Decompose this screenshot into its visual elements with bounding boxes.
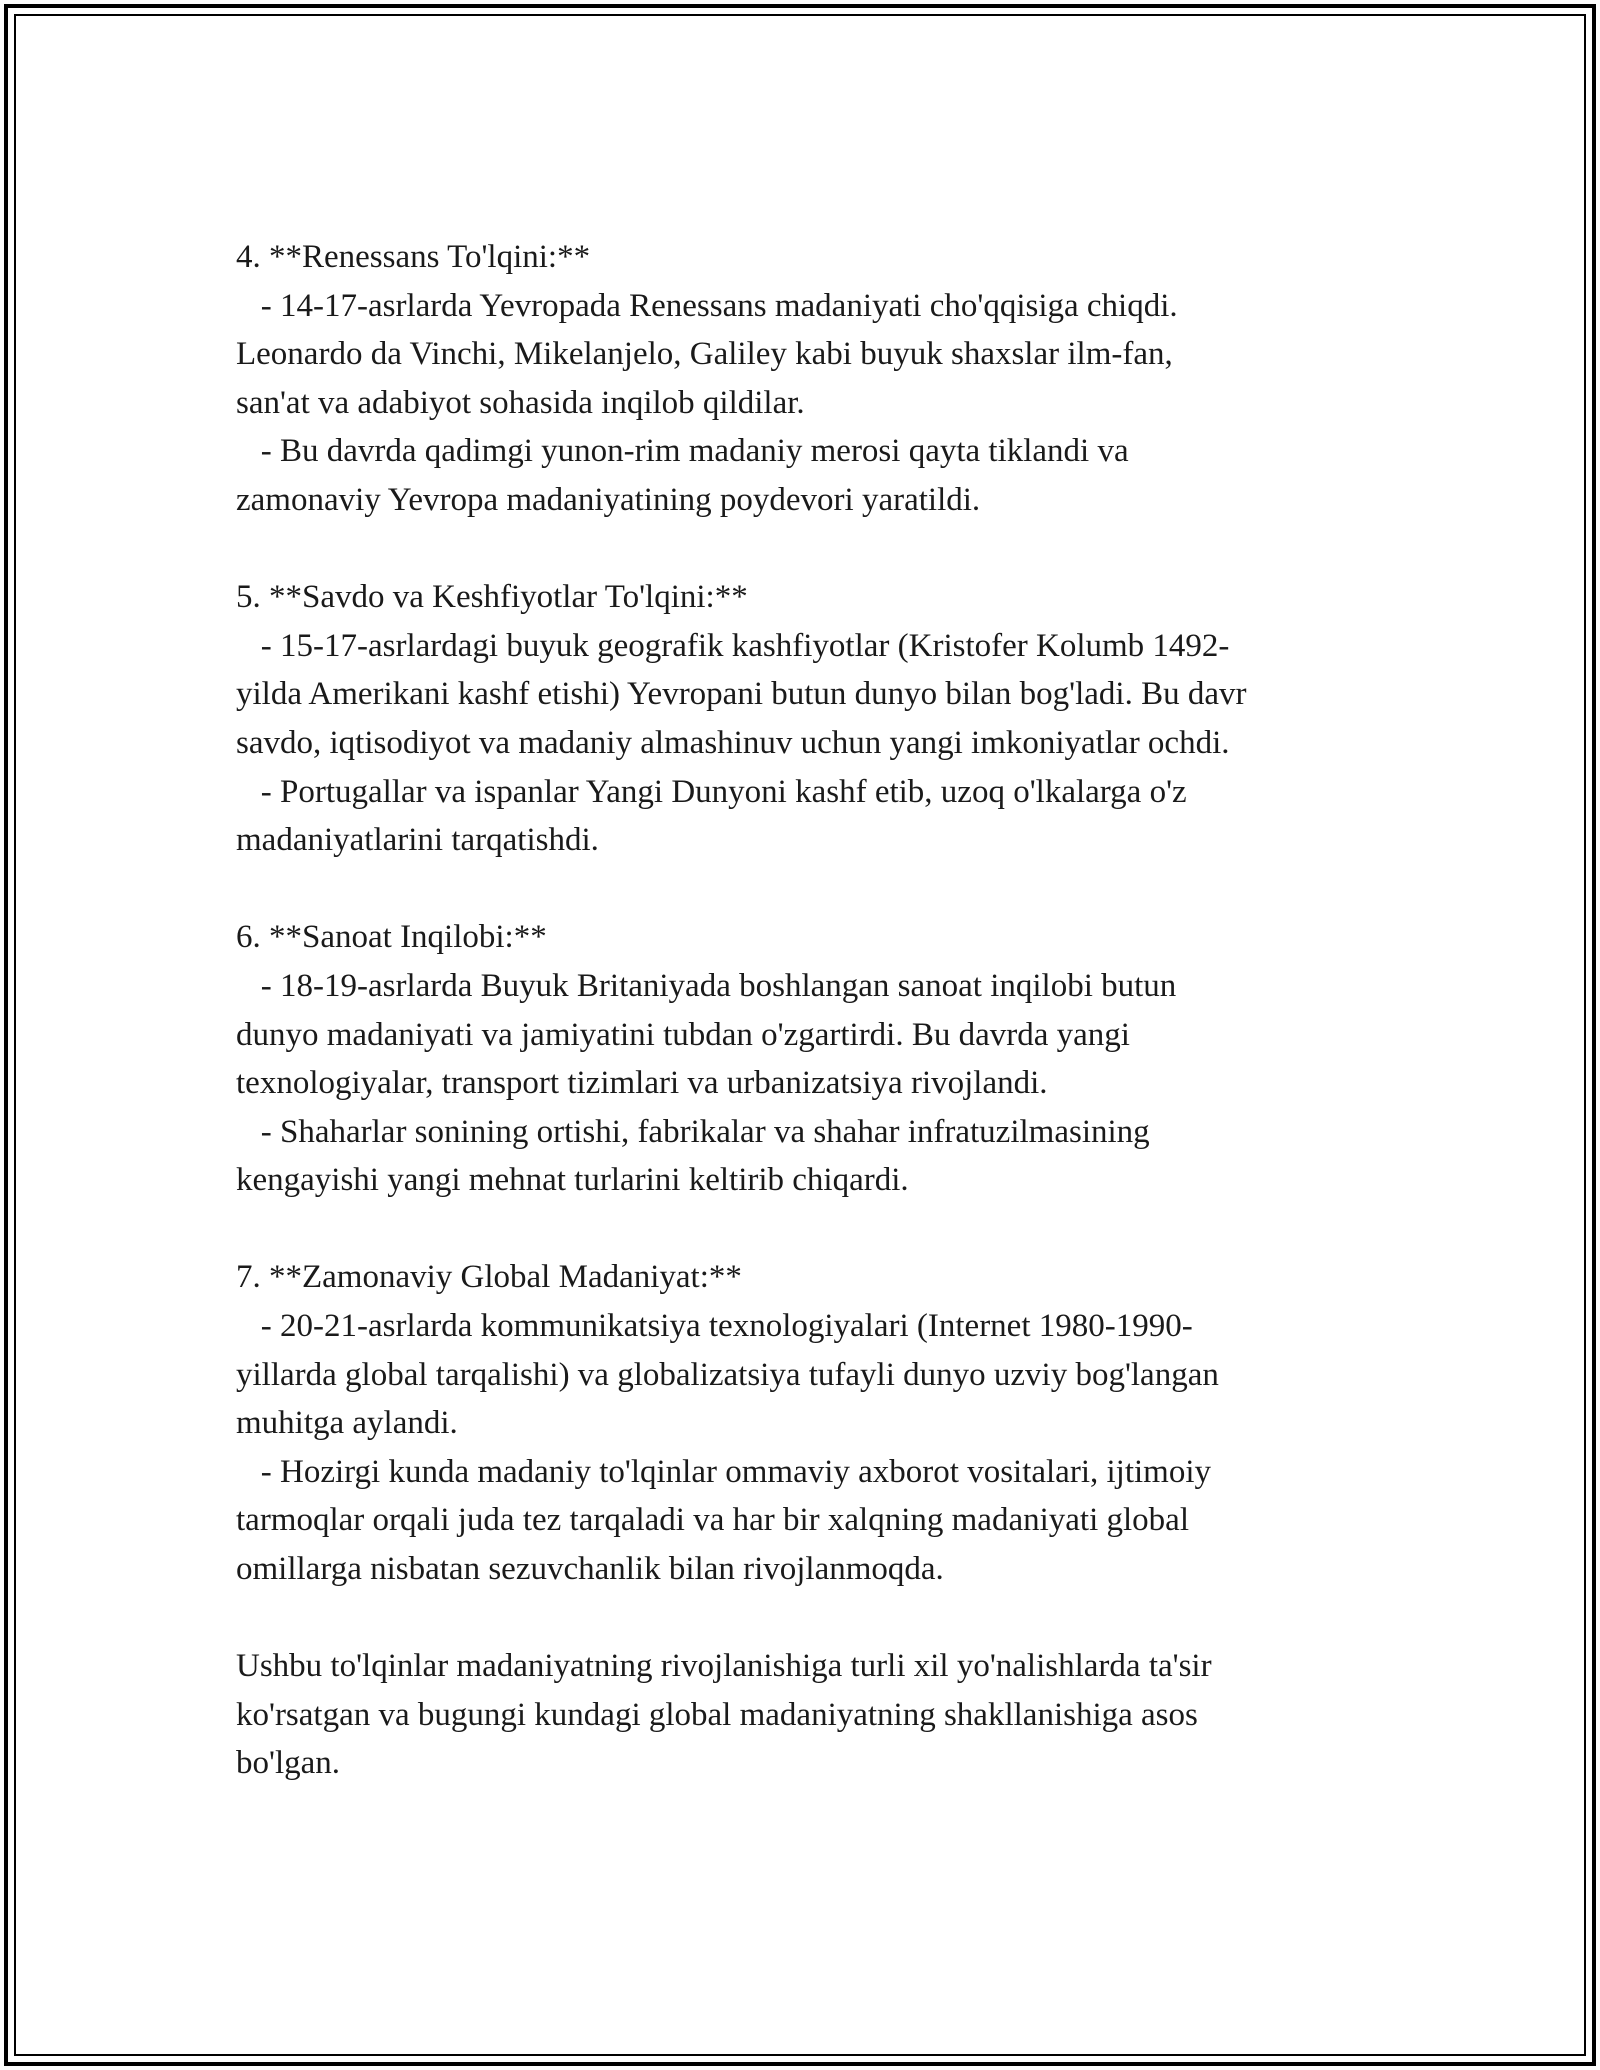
section-heading: 4. **Renessans To'lqini:** bbox=[236, 239, 591, 275]
section-renaissance-wave bbox=[236, 233, 1386, 525]
text-line: bo'lgan. bbox=[236, 1745, 341, 1782]
text-line: tarmoqlar orqali juda tez tarqaladi va har bir xalqning madaniyati global bbox=[236, 1502, 1189, 1539]
text-line: yilda Amerikani kashf etishi) Yevropani butun dunyo bilan bog'ladi. Bu davr bbox=[236, 676, 1247, 713]
text-line: - Portugallar va ispanlar Yangi Dunyoni kashf etib, uzoq o'lkalarga o'z bbox=[236, 773, 1187, 810]
text-line: ko'rsatgan va bugungi kundagi global madaniyatning shakllanishiga asos bbox=[236, 1696, 1198, 1733]
section-heading: 6. **Sanoat Inqilobi:** bbox=[236, 919, 547, 956]
text-line: - Shaharlar sonining ortishi, fabrikalar va shahar infratuzilmasining bbox=[236, 1113, 1150, 1150]
section-heading: 7. **Zamonaviy Global Madaniyat:** bbox=[236, 1259, 742, 1296]
text-line: texnologiyalar, transport tizimlari va urbanizatsiya rivojlandi. bbox=[236, 1065, 1048, 1102]
section-industrial-revolution bbox=[236, 913, 1386, 1205]
document-body bbox=[236, 233, 1386, 1837]
section-heading: 5. **Savdo va Keshfiyotlar To'lqini:** bbox=[236, 579, 748, 616]
text-line: - 14-17-asrlarda Yevropada Renessans madaniyati cho'qqisiga chiqdi. bbox=[236, 287, 1178, 324]
text-line: madaniyatlarini tarqatishdi. bbox=[236, 822, 599, 859]
section-modern-global-culture bbox=[236, 1253, 1386, 1593]
text-line: muhitga aylandi. bbox=[236, 1405, 458, 1442]
text-line: - 20-21-asrlarda kommunikatsiya texnologiyalari (Internet 1980-1990- bbox=[236, 1308, 1193, 1345]
text-line: Leonardo da Vinchi, Mikelanjelo, Galiley kabi buyuk shaxslar ilm-fan, bbox=[236, 336, 1173, 373]
section-trade-discoveries-wave bbox=[236, 573, 1386, 865]
text-line: kengayishi yangi mehnat turlarini keltirib chiqardi. bbox=[236, 1162, 909, 1199]
text-line: yillarda global tarqalishi) va globalizatsiya tufayli dunyo uzviy bog'langan bbox=[236, 1356, 1219, 1393]
conclusion-paragraph bbox=[236, 1642, 1386, 1788]
text-line: savdo, iqtisodiyot va madaniy almashinuv uchun yangi imkoniyatlar ochdi. bbox=[236, 724, 1230, 761]
text-line: - Hozirgi kunda madaniy to'lqinlar ommaviy axborot vositalari, ijtimoiy bbox=[236, 1453, 1211, 1490]
text-line: dunyo madaniyati va jamiyatini tubdan o'zgartirdi. Bu davrda yangi bbox=[236, 1016, 1130, 1053]
text-line: - 18-19-asrlarda Buyuk Britaniyada boshlangan sanoat inqilobi butun bbox=[236, 967, 1177, 1004]
text-line: - 15-17-asrlardagi buyuk geografik kashfiyotlar (Kristofer Kolumb 1492- bbox=[236, 627, 1230, 664]
text-line: omillarga nisbatan sezuvchanlik bilan rivojlanmoqda. bbox=[236, 1551, 944, 1588]
text-line: Ushbu to'lqinlar madaniyatning rivojlanishiga turli xil yo'nalishlarda ta'sir bbox=[236, 1648, 1212, 1685]
text-line: san'at va adabiyot sohasida inqilob qildilar. bbox=[236, 384, 805, 421]
text-line: - Bu davrda qadimgi yunon-rim madaniy merosi qayta tiklandi va bbox=[236, 433, 1129, 470]
text-line: zamonaviy Yevropa madaniyatining poydevori yaratildi. bbox=[236, 481, 981, 518]
